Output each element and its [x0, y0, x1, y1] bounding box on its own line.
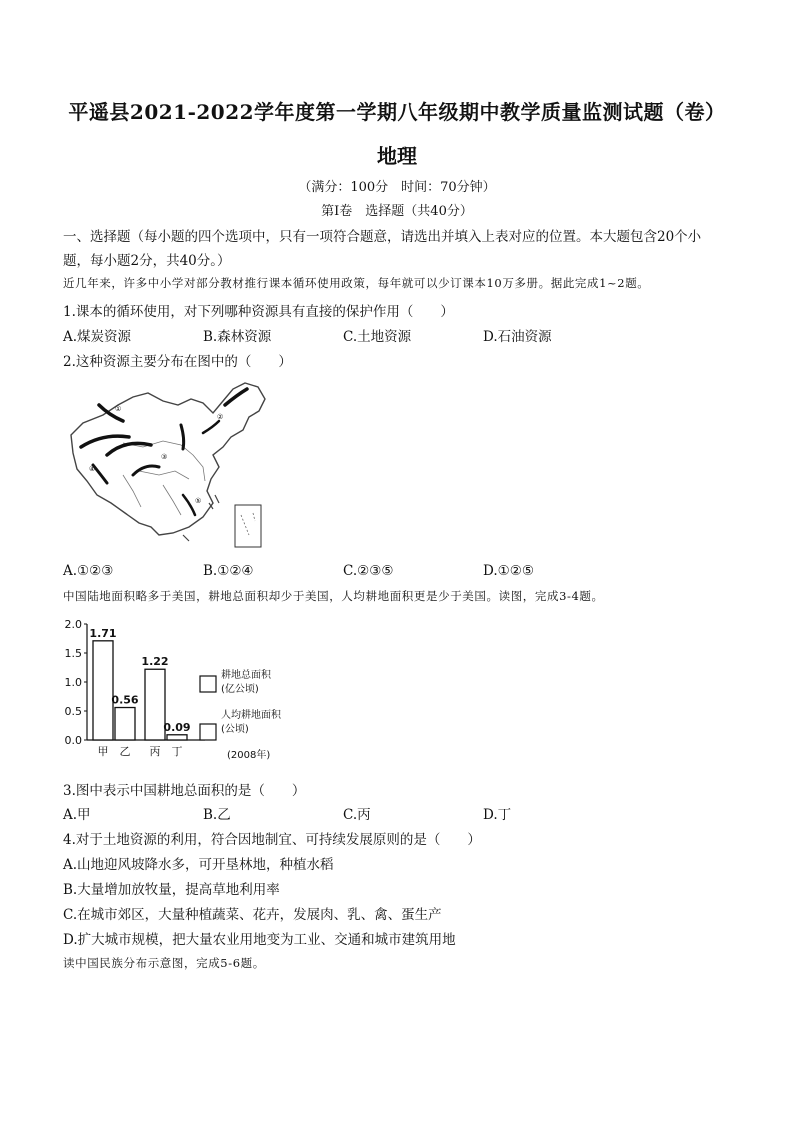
- question-1-stem: 1.课本的循环使用，对下列哪种资源具有直接的保护作用（ ）: [63, 304, 454, 320]
- legend-unit-per-capita: (公顷): [221, 724, 249, 735]
- south-sea-islands: [241, 513, 255, 535]
- q4-option-a[interactable]: A.山地迎风坡降水多，可开垦林地，种植水稻: [63, 857, 334, 873]
- legend-swatch-total: [200, 676, 216, 692]
- q2-option-a[interactable]: A.①②③: [63, 563, 114, 579]
- y-tick-label: 0.0: [64, 734, 82, 747]
- x-category-label: 丁: [171, 745, 183, 758]
- map-label-3: ③: [161, 453, 168, 461]
- chart-note: (2008年): [227, 750, 271, 761]
- south-sea-inset: [235, 505, 261, 547]
- question-4-stem: 4.对于土地资源的利用，符合因地制宜、可持续发展原则的是（ ）: [63, 832, 481, 848]
- bar-value-label: 1.71: [89, 626, 117, 640]
- question-3-stem: 3.图中表示中国耕地总面积的是（ ）: [63, 783, 306, 799]
- bar-value-label: 0.56: [111, 693, 139, 707]
- forest-belt-9: [183, 495, 195, 515]
- q2-option-b[interactable]: B.①②④: [203, 563, 254, 579]
- x-category-label: 甲: [97, 745, 109, 758]
- q1-option-c[interactable]: C.土地资源: [343, 329, 412, 345]
- exam-title: 平遥县2021-2022学年度第一学期八年级期中教学质量监测试题（卷）: [68, 100, 726, 124]
- instructions-line-2: 题，每小题2分，共40分。）: [63, 253, 231, 269]
- forest-belt-8: [203, 421, 219, 433]
- q4-option-c[interactable]: C.在城市郊区，大量种植蔬菜、花卉，发展肉、乳、禽、蛋生产: [63, 907, 442, 923]
- map-label-4: ④: [89, 465, 96, 473]
- y-tick-label: 2.0: [64, 618, 82, 631]
- q4-option-b[interactable]: B.大量增加放牧量，提高草地利用率: [63, 882, 280, 898]
- map-label-2: ②: [217, 413, 224, 421]
- q3-option-a[interactable]: A.甲: [63, 807, 91, 823]
- legend-unit-total: (亿公顷): [221, 684, 259, 695]
- bar-4: [167, 735, 187, 740]
- subject-title: 地理: [377, 144, 417, 168]
- bar-1: [93, 641, 113, 740]
- question-2-stem: 2.这种资源主要分布在图中的（ ）: [63, 354, 292, 370]
- y-tick-label: 0.5: [64, 705, 82, 718]
- forest-belt-6: [133, 466, 159, 475]
- q1-option-d[interactable]: D.石油资源: [483, 329, 552, 345]
- bar-value-label: 0.09: [163, 720, 191, 734]
- legend-swatch-per-capita: [200, 724, 216, 740]
- forest-belt-2: [225, 389, 247, 405]
- q2-option-d[interactable]: D.①②⑤: [483, 563, 534, 579]
- q2-option-c[interactable]: C.②③⑤: [343, 563, 394, 579]
- instructions-line-1: 一、选择题（每小题的四个选项中，只有一项符合题意，请选出并填入上表对应的位置。本大题包含20个小: [63, 229, 702, 245]
- exam-meta: （满分：100分 时间：70分钟）: [298, 180, 496, 195]
- x-category-label: 丙: [149, 745, 161, 758]
- farmland-bar-chart: [55, 612, 315, 772]
- q3-option-b[interactable]: B.乙: [203, 807, 231, 823]
- bar-3: [145, 669, 165, 740]
- china-map: [63, 375, 278, 555]
- x-category-label: 乙: [119, 745, 131, 758]
- q1-option-b[interactable]: B.森林资源: [203, 329, 272, 345]
- passage-3: 读中国民族分布示意图，完成5-6题。: [63, 956, 265, 970]
- map-label-5: ⑤: [195, 497, 202, 505]
- map-label-1: ①: [115, 405, 122, 413]
- y-tick-label: 1.0: [64, 676, 82, 689]
- q1-option-a[interactable]: A.煤炭资源: [63, 329, 132, 345]
- legend-label-per-capita: 人均耕地面积: [221, 710, 281, 721]
- y-tick-label: 1.5: [64, 647, 82, 660]
- passage-2: 中国陆地面积略多于美国，耕地总面积却少于美国，人均耕地面积更是少于美国。读图，完成3-4题。: [63, 589, 604, 603]
- legend-label-total: 耕地总面积: [221, 670, 271, 681]
- q3-option-c[interactable]: C.丙: [343, 807, 371, 823]
- bar-2: [115, 708, 135, 740]
- q3-option-d[interactable]: D.丁: [483, 807, 512, 823]
- forest-belt-4: [107, 443, 151, 455]
- part-heading: 第Ⅰ卷 选择题（共40分）: [321, 204, 473, 219]
- bar-value-label: 1.22: [141, 655, 169, 669]
- passage-1: 近几年来，许多中小学对部分教材推行课本循环使用政策，每年就可以少订课本10万多册。据此完成1~2题。: [63, 276, 650, 290]
- q4-option-d[interactable]: D.扩大城市规模，把大量农业用地变为工业、交通和城市建筑用地: [63, 932, 456, 948]
